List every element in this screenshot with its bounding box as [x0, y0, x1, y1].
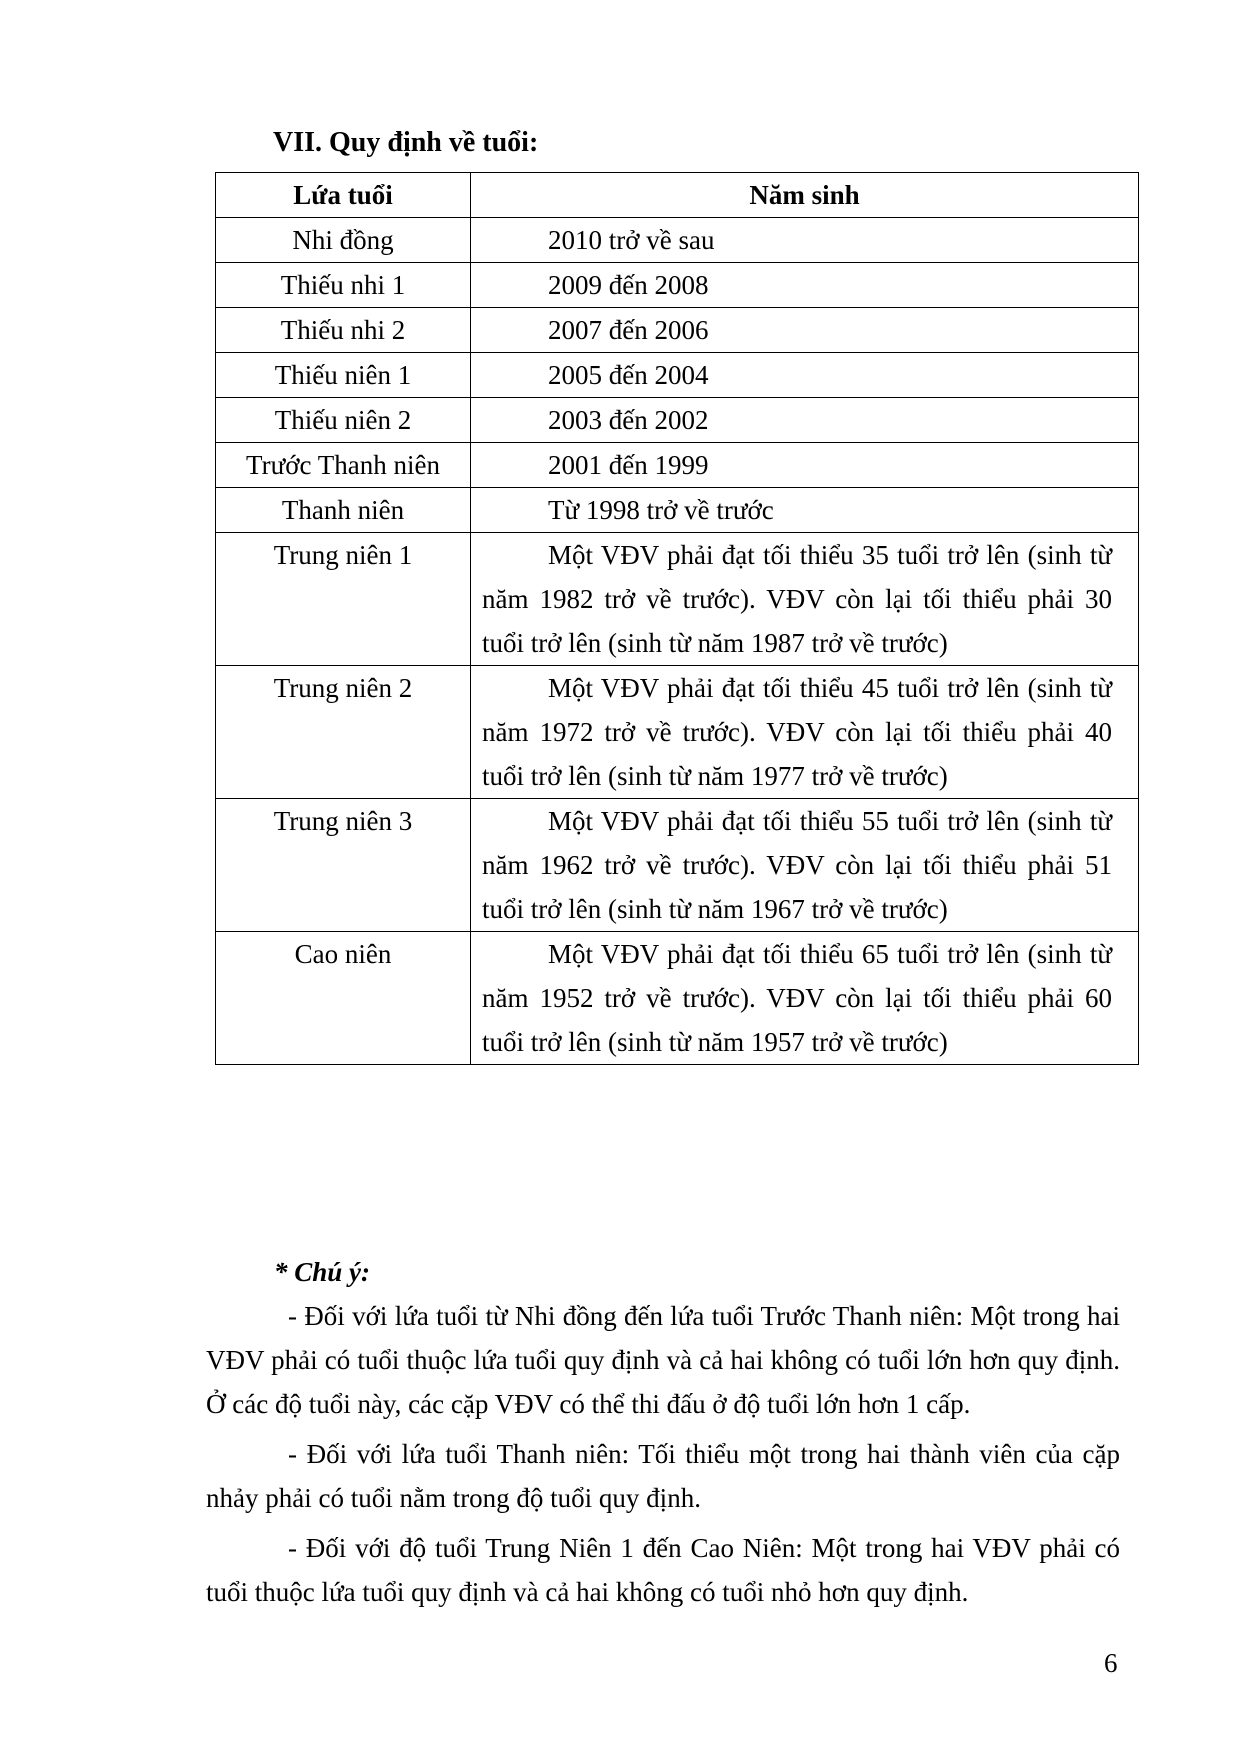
- table-row: [216, 932, 1139, 1065]
- birth-year-cell: 2001 đến 1999: [471, 443, 1139, 488]
- birth-year-cell: [471, 666, 1139, 799]
- table-row: [216, 218, 1139, 263]
- page-number: 6: [1104, 1648, 1118, 1678]
- birth-year-cell: [471, 533, 1139, 666]
- age-group-cell: Thanh niên: [216, 488, 471, 533]
- birth-year-text: Một VĐV phải đạt tối thiểu 35 tuổi trở lên (sinh từ năm 1982 trở về trước). VĐV còn lại tối thiểu phải 30 tuổi trở lên (sinh từ năm 1987 trở về trước): [482, 540, 1112, 658]
- age-group-cell: Thiếu niên 2: [216, 398, 471, 443]
- table-row: [216, 398, 1139, 443]
- header-birth-year: Năm sinh: [471, 173, 1139, 218]
- table-row: [216, 533, 1139, 666]
- birth-year-text: Một VĐV phải đạt tối thiểu 65 tuổi trở lên (sinh từ năm 1952 trở về trước). VĐV còn lại tối thiểu phải 60 tuổi trở lên (sinh từ năm 1957 trở về trước): [482, 939, 1112, 1057]
- age-regulation-table: [215, 172, 1139, 1065]
- age-group-cell: Thiếu niên 1: [216, 353, 471, 398]
- table-row: [216, 443, 1139, 488]
- birth-year-text: Một VĐV phải đạt tối thiểu 55 tuổi trở lên (sinh từ năm 1962 trở về trước). VĐV còn lại tối thiểu phải 51 tuổi trở lên (sinh từ năm 1967 trở về trước): [482, 806, 1112, 924]
- age-group-cell: Thiếu nhi 1: [216, 263, 471, 308]
- table-row: [216, 666, 1139, 799]
- table-row: [216, 263, 1139, 308]
- age-group-cell: Nhi đồng: [216, 218, 471, 263]
- age-group-cell: Thiếu nhi 2: [216, 308, 471, 353]
- note-paragraph: - Đối với lứa tuổi từ Nhi đồng đến lứa tuổi Trước Thanh niên: Một trong hai VĐV phải có tuổi thuộc lứa tuổi quy định và cả hai không có tuổi lớn hơn quy định. Ở các độ tuổi này, các cặp VĐV có thể thi đấu ở độ tuổi lớn hơn 1 cấp.: [206, 1301, 1120, 1419]
- age-group-cell: Trung niên 1: [216, 533, 471, 666]
- table-row: [216, 353, 1139, 398]
- birth-year-cell: Từ 1998 trở về trước: [471, 488, 1139, 533]
- section-title: VII. Quy định về tuổi:: [273, 127, 539, 158]
- table-row: [216, 308, 1139, 353]
- table-row: [216, 799, 1139, 932]
- birth-year-cell: 2005 đến 2004: [471, 353, 1139, 398]
- birth-year-cell: 2010 trở về sau: [471, 218, 1139, 263]
- notes-title: * Chú ý:: [274, 1257, 371, 1287]
- note-paragraph: - Đối với độ tuổi Trung Niên 1 đến Cao Niên: Một trong hai VĐV phải có tuổi thuộc lứa tuổi quy định và cả hai không có tuổi nhỏ hơn quy định.: [206, 1533, 1120, 1607]
- birth-year-cell: [471, 799, 1139, 932]
- header-age-group: Lứa tuổi: [216, 173, 471, 218]
- table-header-row: [216, 173, 1139, 218]
- birth-year-cell: 2009 đến 2008: [471, 263, 1139, 308]
- birth-year-cell: 2007 đến 2006: [471, 308, 1139, 353]
- notes-section: [206, 1250, 1120, 1620]
- age-group-cell: Trung niên 2: [216, 666, 471, 799]
- note-paragraph: - Đối với lứa tuổi Thanh niên: Tối thiểu một trong hai thành viên của cặp nhảy phải có tuổi nằm trong độ tuổi quy định.: [206, 1439, 1120, 1513]
- age-group-cell: Trước Thanh niên: [216, 443, 471, 488]
- birth-year-cell: [471, 932, 1139, 1065]
- table-row: [216, 488, 1139, 533]
- age-group-cell: Trung niên 3: [216, 799, 471, 932]
- birth-year-cell: 2003 đến 2002: [471, 398, 1139, 443]
- birth-year-text: Một VĐV phải đạt tối thiểu 45 tuổi trở lên (sinh từ năm 1972 trở về trước). VĐV còn lại tối thiểu phải 40 tuổi trở lên (sinh từ năm 1977 trở về trước): [482, 673, 1112, 791]
- age-group-cell: Cao niên: [216, 932, 471, 1065]
